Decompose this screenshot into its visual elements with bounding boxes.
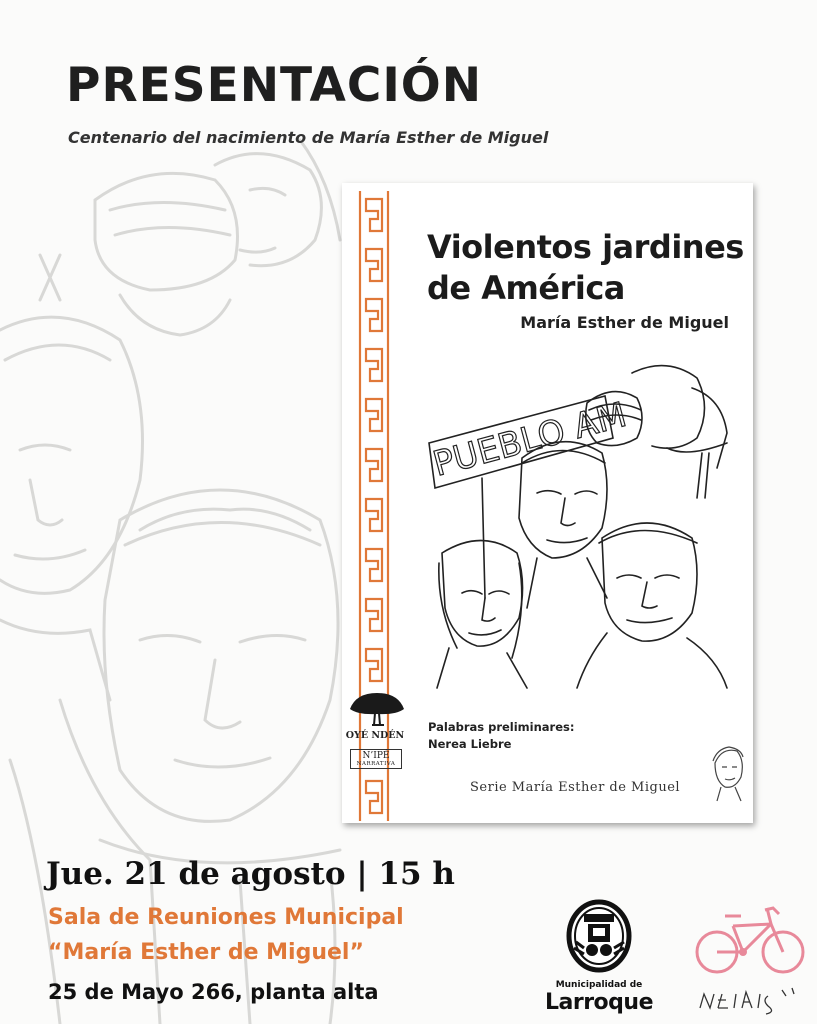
book-title [427,227,744,309]
municipal-logo [562,898,636,978]
book-title-line2: de América [427,269,625,307]
tree-icon [346,689,408,727]
imprint-sub: NARRATIVA [356,761,396,767]
event-date: Jue. 21 de agosto | 15 h [46,856,455,892]
page-title: PRESENTACIÓN [66,58,483,113]
bicycle-icon [693,896,807,980]
imprint-box [350,749,402,769]
author-sketch [707,743,747,803]
cover-illustration [427,358,737,698]
municipality-label: Municipalidad de [555,980,643,990]
book-cover [342,183,753,823]
publisher-name: OYÉ NDÉN [345,730,405,741]
event-address: 25 de Mayo 266, planta alta [48,980,379,1004]
book-title-line1: Violentos jardines [427,228,744,266]
book-author: María Esther de Miguel [520,313,729,332]
signature-mark [696,982,808,1016]
preliminary-words-label: Palabras preliminares: [428,720,575,734]
book-series: Serie María Esther de Miguel [470,780,681,795]
venue-line2: “María Esther de Miguel” [48,940,364,965]
municipality-name: Larroque [544,990,653,1015]
venue-line1: Sala de Reuniones Municipal [48,905,404,930]
preliminary-words-author: Nerea Liebre [428,737,512,751]
page-subtitle: Centenario del nacimiento de María Esther de Miguel [68,128,549,147]
imprint-name: N’IPÉ [362,751,390,761]
protest-sign-text: PUEBLO AM [428,394,631,485]
